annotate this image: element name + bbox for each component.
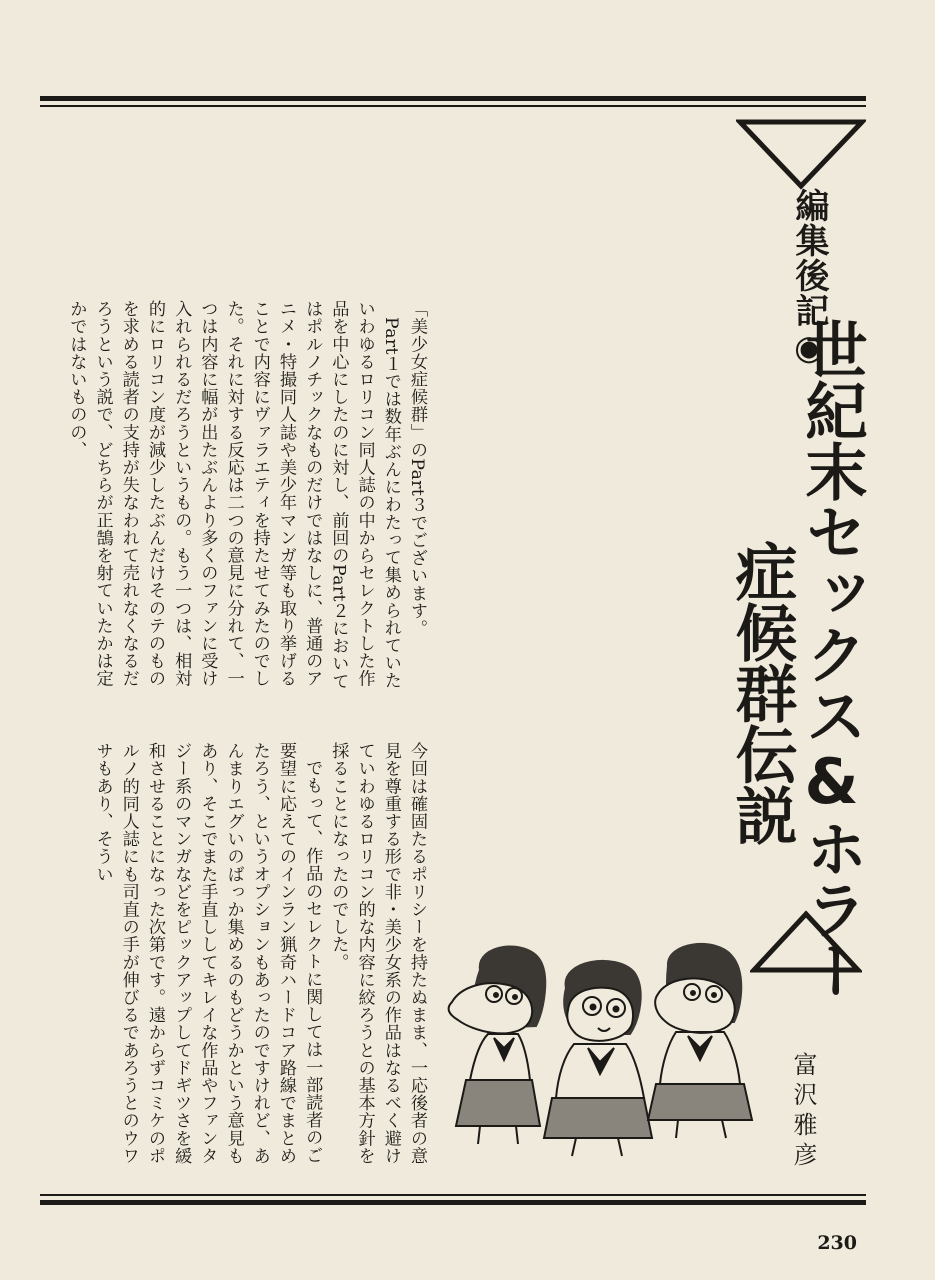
body-paragraph: 今回は確固たるポリシーを持たぬまま、一応後者の意見を尊重する形で非・美少女系の作品はなるべく避けていわゆるロリコン的な内容に絞ろうとの基本方針を採ることになったのでした。: [328, 742, 427, 1165]
body-paragraph: 「美少女症候群」のPart３でございます。: [407, 300, 427, 637]
body-text-upper: [66, 300, 430, 700]
article-title-line-1: 世紀末セックス&ホラー: [795, 318, 868, 1000]
girl-middle: [544, 961, 652, 1156]
bottom-rule-thin: [40, 1194, 866, 1196]
article-title-line-2: 症候群伝説: [725, 540, 798, 845]
page-number: 230: [817, 1232, 857, 1254]
body-paragraph: でもって、作品のセレクトに関しては一部読者のご要望に応えてのインラン猟奇ハードコア路線でまとめたろう、というオプションもあったのですけれど、あんまりエグいのばっか集めるのもどうかという意見もあり、そこでまた手直ししてキレイな作品やファンタジー系のマンガなどをピックアップしてドギツさを緩和させることになった次第です。遠からずコミケのポルノ的同人誌にも司直の手が伸びるであろうとのウワサもあり、そうい: [92, 742, 323, 1165]
section-label: 編集後記◉: [789, 188, 829, 369]
girl-left: [449, 947, 546, 1144]
triangle-down-icon: [736, 118, 866, 190]
girl-right: [648, 944, 752, 1138]
top-rule-thick: [40, 96, 866, 101]
author-name: 富沢雅彦: [789, 1052, 817, 1172]
body-text-lower: [92, 742, 430, 1170]
cartoon-girls-illustration: [440, 930, 780, 1160]
top-rule-thin: [40, 105, 866, 107]
body-paragraph: Part１では数年ぶんにわたって集められていたいわゆるロリコン同人誌の中からセレクトした作品を中心にしたのに対し、前回のPart２においてはポルノチックなものだけではなしに、普通のアニメ・特撮同人誌や美少年マンガ等も取り挙げることで内容にヴァラエティを持たせてみたのでした。それに対する反応は二つの意見に分れて、一つは内容に幅が出たぶんより多くのファンに受け入れられるだろうというもの。もう一つは、相対的にロリコン度が減少したぶんだけそのテのものを求める読者の支持が失なわれて売れなくなるだろうという説で、どちらが正鵠を射ていたかは定かではないものの、: [66, 300, 401, 690]
bottom-rule-thick: [40, 1200, 866, 1205]
